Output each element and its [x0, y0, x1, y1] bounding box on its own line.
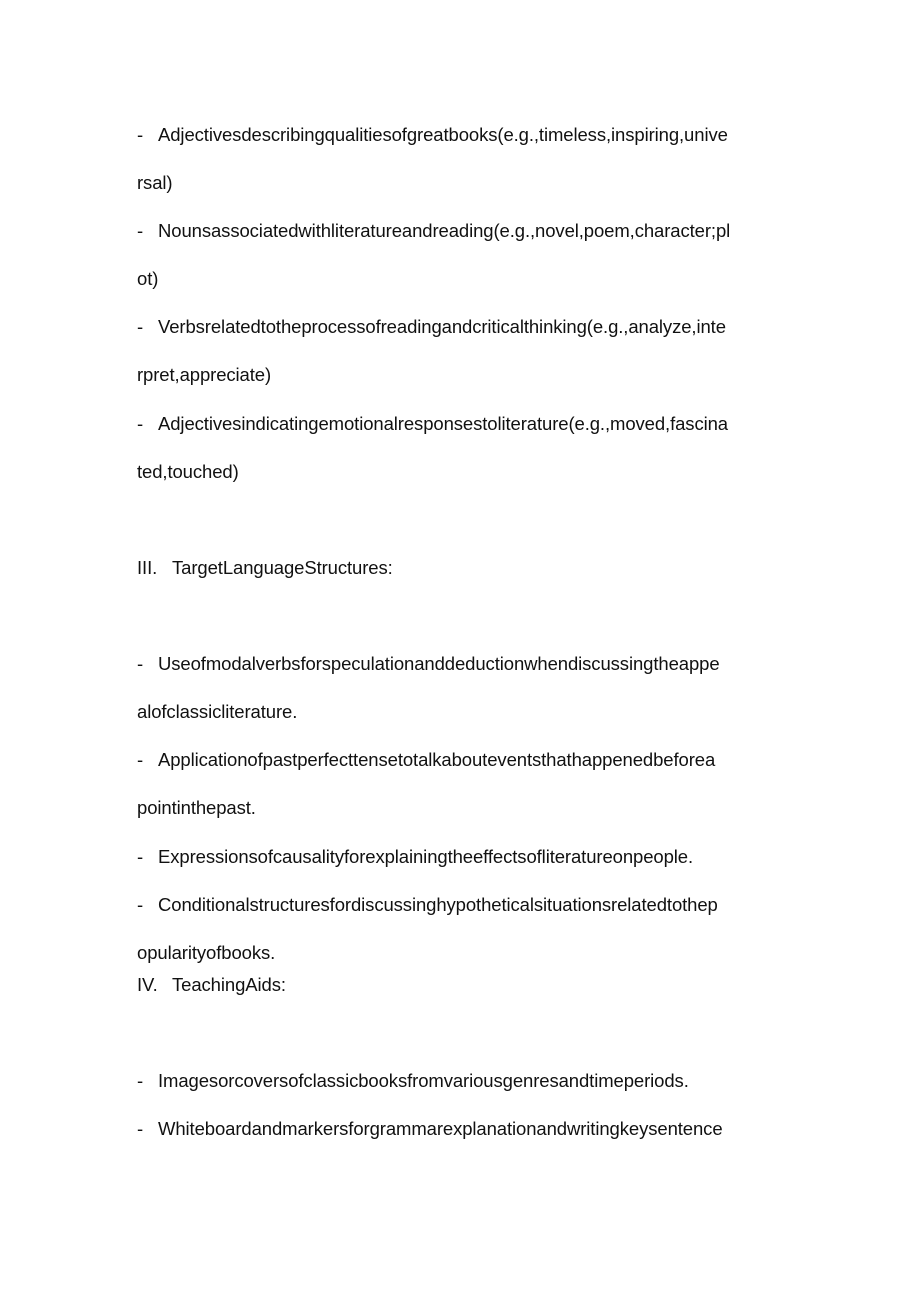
- bullet-dash: -: [137, 1070, 144, 1091]
- section-4-numeral: IV.: [137, 974, 158, 995]
- structure-item-2-line-2: pointinthepast.: [137, 797, 256, 818]
- section-4-heading: [137, 973, 797, 997]
- vocab-item-3-line-1: [137, 315, 797, 339]
- bullet-dash: -: [137, 894, 144, 915]
- aid-item-2-line-1: [137, 1117, 797, 1141]
- bullet-dash: -: [137, 316, 144, 337]
- structure-item-4-line-1: [137, 893, 797, 917]
- bullet-dash: -: [137, 1118, 144, 1139]
- structure-item-1-text: Useofmodalverbsforspeculationanddeductionwhendiscussingtheappe: [158, 653, 720, 674]
- bullet-dash: -: [137, 220, 144, 241]
- structure-item-2-text: Applicationofpastperfecttensetotalkabouteventsthathappenedbeforea: [158, 749, 716, 770]
- section-4-title: TeachingAids:: [172, 974, 286, 995]
- vocab-item-2-text: Nounsassociatedwithliteratureandreading(e.g.,novel,poem,character;pl: [158, 220, 731, 241]
- aid-item-1-line-1: [137, 1069, 797, 1093]
- structure-item-3-line-1: [137, 845, 797, 869]
- structure-item-4-line-2: opularityofbooks.: [137, 942, 276, 963]
- bullet-dash: -: [137, 413, 144, 434]
- vocab-item-3-line-2: rpret,appreciate): [137, 364, 272, 385]
- structure-item-3-text: Expressionsofcausalityforexplainingtheeffectsofliteratureonpeople.: [158, 846, 694, 867]
- vocab-item-4-text: Adjectivesindicatingemotionalresponsestoliterature(e.g.,moved,fascina: [158, 413, 728, 434]
- vocab-item-4-line-1: [137, 412, 797, 436]
- section-3-heading: [137, 556, 797, 580]
- structure-item-1-line-1: [137, 652, 797, 676]
- aid-item-2-text: Whiteboardandmarkersforgrammarexplanationandwritingkeysentence: [158, 1118, 723, 1139]
- structure-item-4-text: Conditionalstructuresfordiscussinghypotheticalsituationsrelatedtothep: [158, 894, 718, 915]
- aid-item-1-text: Imagesorcoversofclassicbooksfromvariousgenresandtimeperiods.: [158, 1070, 689, 1091]
- structure-item-2-line-1: [137, 748, 797, 772]
- bullet-dash: -: [137, 749, 144, 770]
- section-3-title: TargetLanguageStructures:: [172, 557, 393, 578]
- vocab-item-2-line-2: ot): [137, 268, 159, 289]
- vocab-item-4-line-2: ted,touched): [137, 461, 239, 482]
- vocab-item-1-line-1: [137, 123, 797, 147]
- vocab-item-3-text: Verbsrelatedtotheprocessofreadingandcriticalthinking(e.g.,analyze,inte: [158, 316, 726, 337]
- vocab-item-1-text: Adjectivesdescribingqualitiesofgreatbooks(e.g.,timeless,inspiring,unive: [158, 124, 728, 145]
- bullet-dash: -: [137, 653, 144, 674]
- section-3-numeral: III.: [137, 557, 158, 578]
- vocab-item-2-line-1: [137, 219, 797, 243]
- vocab-item-1-line-2: rsal): [137, 172, 173, 193]
- bullet-dash: -: [137, 846, 144, 867]
- structure-item-1-line-2: alofclassicliterature.: [137, 701, 298, 722]
- bullet-dash: -: [137, 124, 144, 145]
